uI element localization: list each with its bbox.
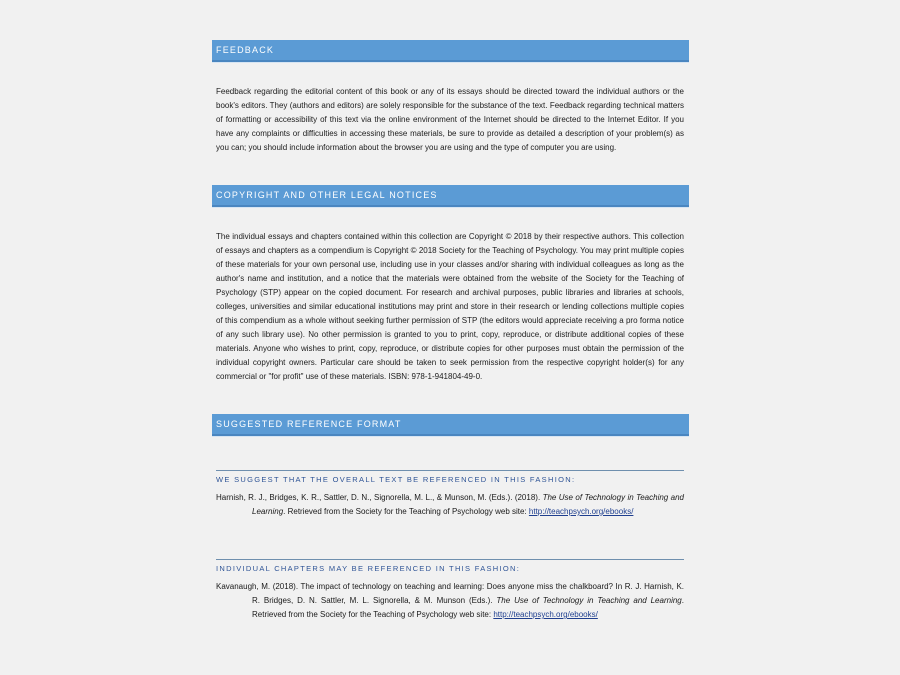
reference-title: SUGGESTED REFERENCE FORMAT [216,419,402,429]
feedback-paragraph: Feedback regarding the editorial content of this book or any of its essays should be directed toward the individual authors or the book's editors. They (authors and editors) are solely responsible for the substance of the text. Feedback regarding technical matters of formatting or accessibility of this text via the online environment of the Internet should be directed to the Internet Editor. If you have any complaints or difficulties in accessing these materials, be sure to provide as detailed a description of your problem(s) as you can; you should include information about the browser you are using and the type of computer you are using. [216,87,684,152]
overall-ref-authors: Harnish, R. J., Bridges, K. R., Sattler, D. N., Signorella, M. L., & Munson, M. (Eds.). (2018). [216,493,541,502]
chapter-ref-title: The Use of Technology in Teaching and Learning [496,596,682,605]
chapter-ref-authors: Kavanaugh, M. (2018). The impact of technology on teaching and learning: Does anyone miss the chalkboard? In R. J. Harnish, K. R. Bridges, D. N. Sattler, M. L. Signorella, & M. Munson (Eds.). [216,582,684,605]
overall-reference-heading-text: WE SUGGEST THAT THE OVERALL TEXT BE REFERENCED IN THIS FASHION: [216,475,576,484]
overall-reference-heading [216,470,684,487]
copyright-header [212,185,689,207]
feedback-title: FEEDBACK [216,45,275,55]
chapter-ref-url-link[interactable]: http://teachpsych.org/ebooks/ [493,610,598,619]
overall-ref-retrieved: . Retrieved from the Society for the Teaching of Psychology web site: [283,507,527,516]
chapter-reference-heading-text: INDIVIDUAL CHAPTERS MAY BE REFERENCED IN THIS FASHION: [216,564,521,573]
feedback-header [212,40,689,62]
chapter-reference-entry [216,580,684,622]
document-page [212,0,689,675]
copyright-title: COPYRIGHT AND OTHER LEGAL NOTICES [216,190,438,200]
copyright-paragraph: The individual essays and chapters contained within this collection are Copyright © 2018 by their respective authors. This collection of essays and chapters as a compendium is Copyright © 2018 Society for the Teaching of Psychology. You may print multiple copies of these materials for your own personal use, including use in your classes and/or sharing with individual colleagues as long as the author's name and institution, and a notice that the materials were obtained from the website of the Society for the Teaching of Psychology (STP) appear on the copied document. For research and archival purposes, public libraries and libraries at schools, colleges, universities and similar educational institutions may print and store in their research or lending collections multiple copies of this compendium as a whole without seeking further permission of STP (the editors would appreciate receiving a pro forma notice of any such library use). No other permission is granted to you to print, copy, reproduce, or distribute additional copies of these materials. Anyone who wishes to print, copy, reproduce, or distribute copies for other purposes must obtain the permission of the individual copyright owners. Particular care should be taken to seek permission from the respective copyright holder(s) for any commercial or "for profit" use of these materials. ISBN: 978-1-941804-49-0. [216,232,684,381]
overall-ref-url-link[interactable]: http://teachpsych.org/ebooks/ [528,507,634,516]
overall-ref-title: The Use of Technology in Teaching and Learning [252,493,684,516]
chapter-reference-heading [216,559,684,576]
chapter-ref-retrieved: . Retrieved from the Society for the Teaching of Psychology web site: [252,596,684,619]
overall-reference-entry [216,491,684,519]
reference-header [212,414,689,436]
